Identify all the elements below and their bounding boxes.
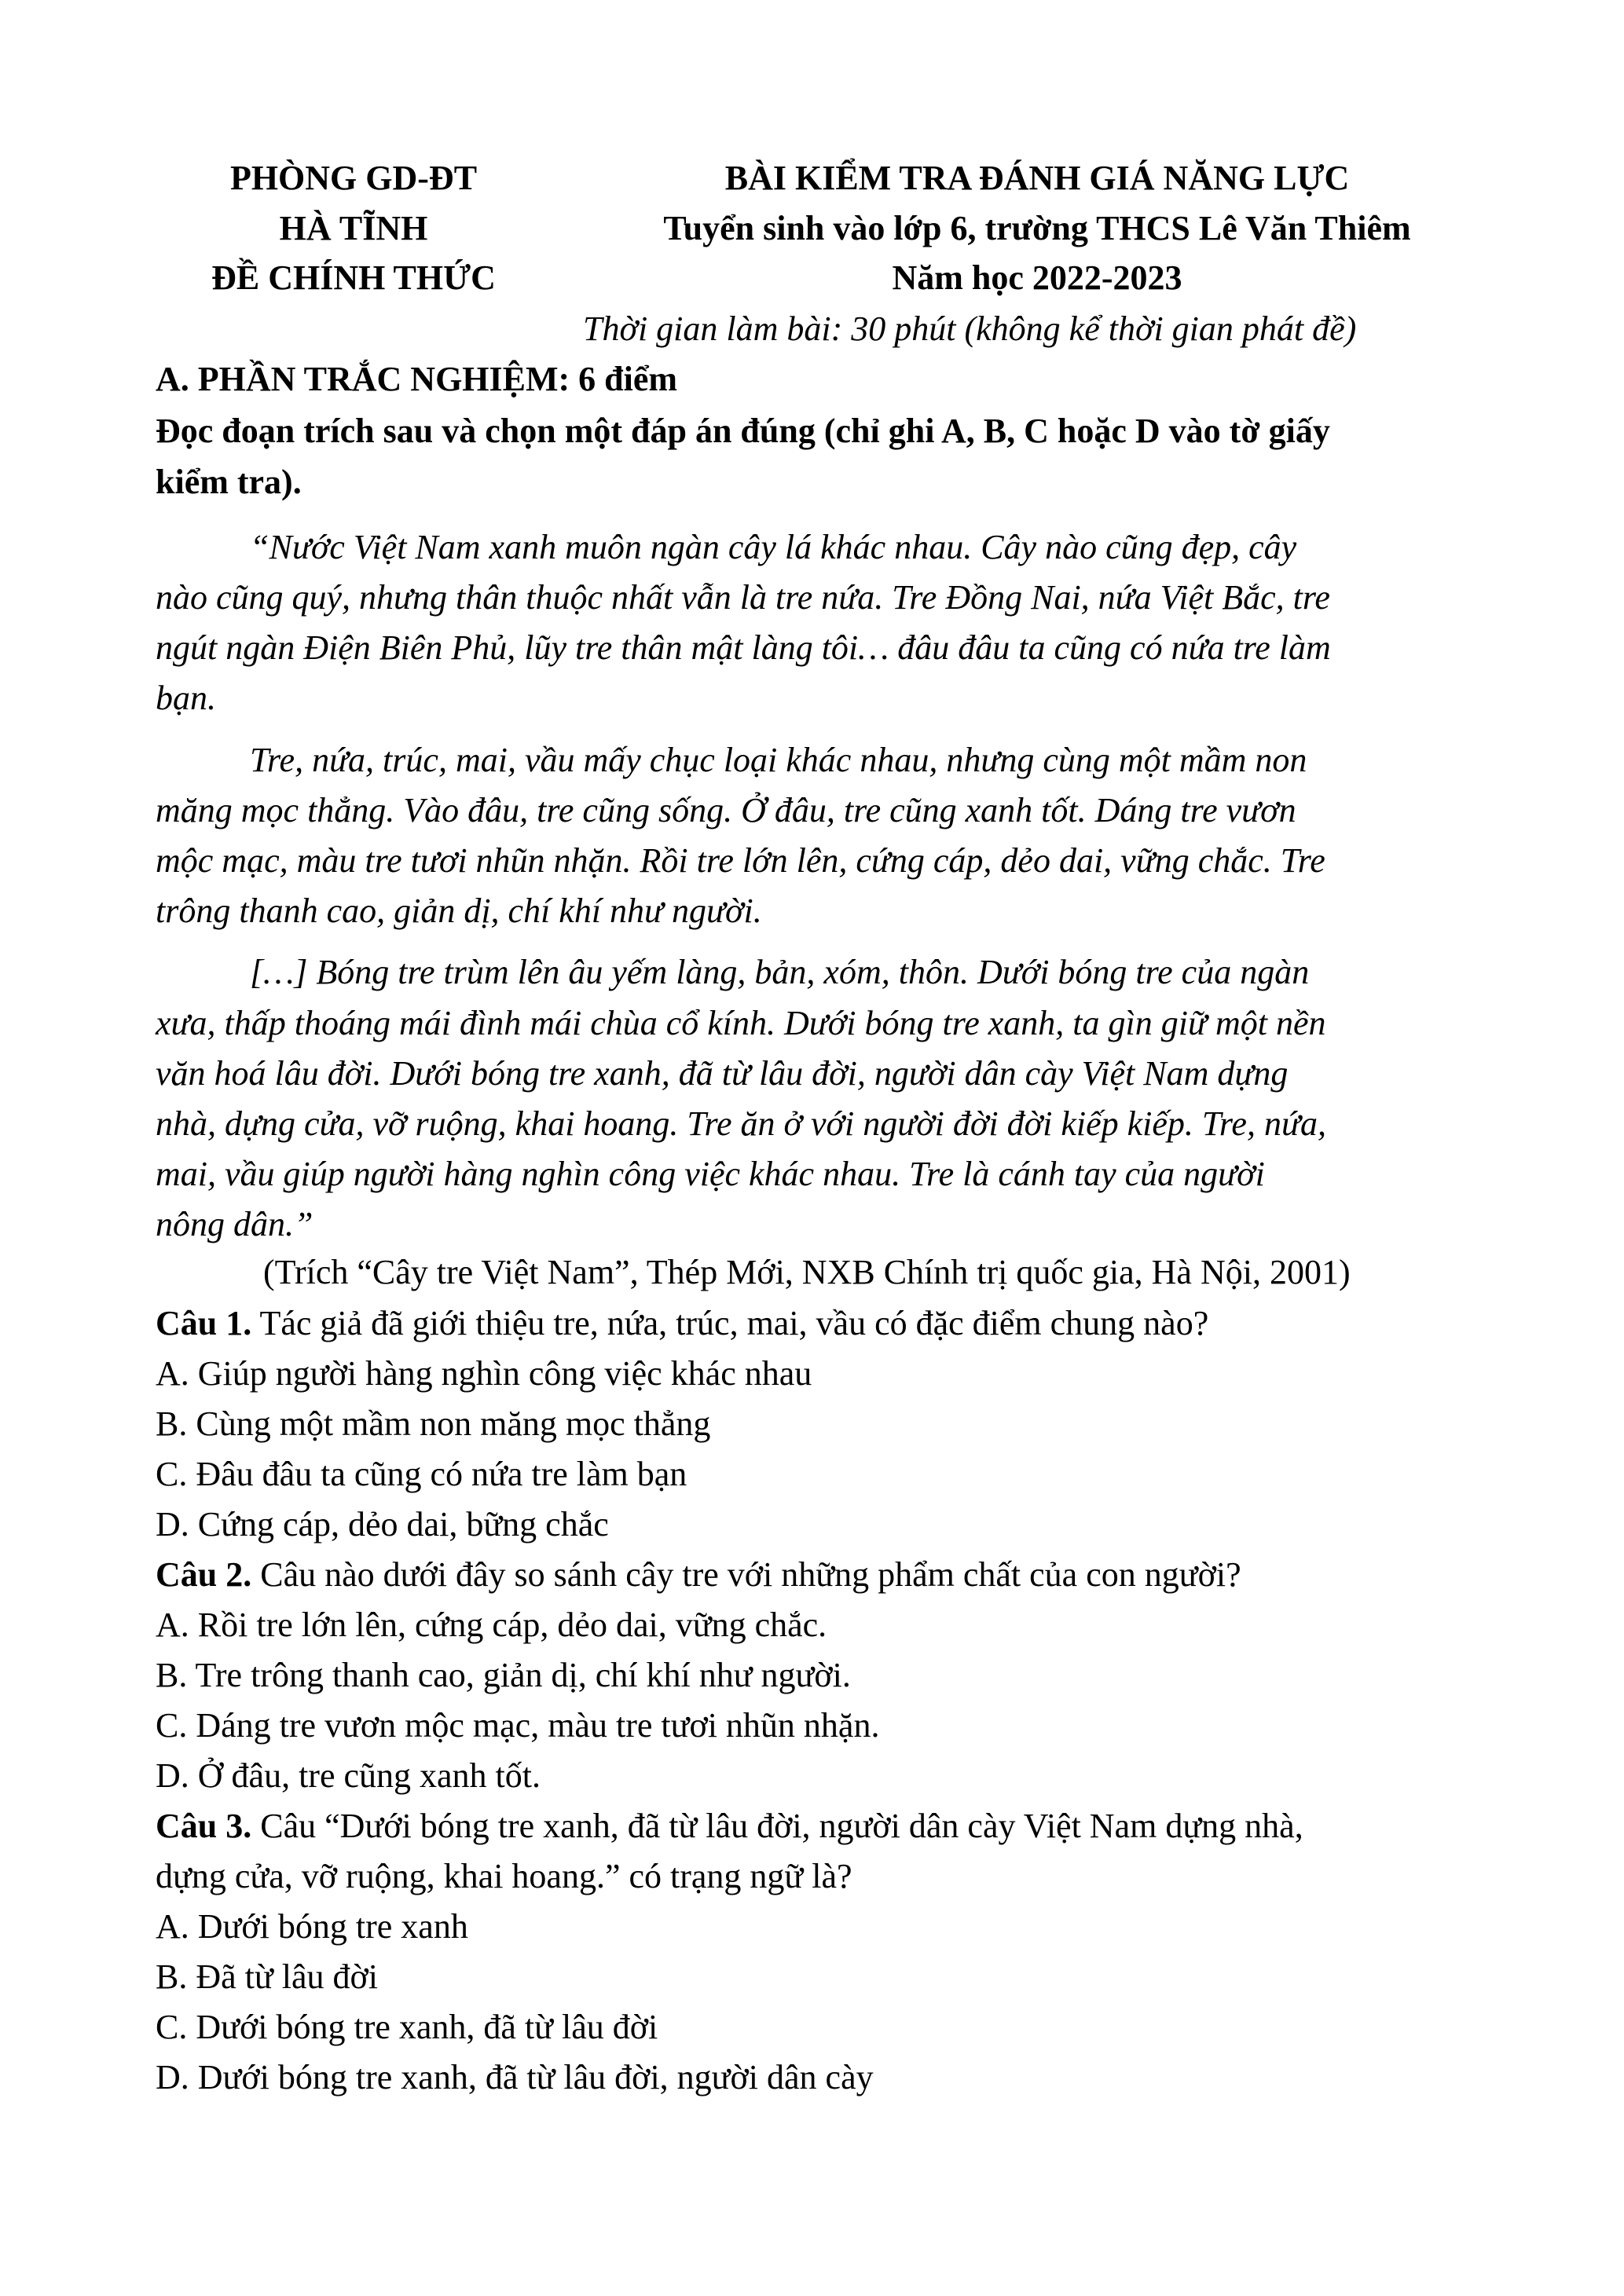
passage-line: bạn. — [156, 679, 216, 717]
answer-option-a: A. Dưới bóng tre xanh — [156, 1907, 468, 1946]
exam-subtitle: Tuyển sinh vào lớp 6, trường THCS Lê Văn Thiêm — [663, 209, 1411, 247]
passage-line: ngút ngàn Điện Biên Phủ, lũy tre thân mật làng tôi… đâu đâu ta cũng có nứa tre làm — [156, 628, 1331, 667]
answer-option-d: D. Cứng cáp, dẻo dai, bững chắc — [156, 1505, 609, 1543]
question-text: Câu nào dưới đây so sánh cây tre với những phẩm chất của con người? — [260, 1555, 1241, 1594]
answer-option-b: B. Cùng một mầm non măng mọc thẳng — [156, 1404, 711, 1443]
department-name: PHÒNG GD-ĐT — [229, 159, 478, 197]
passage-line: nào cũng quý, nhưng thân thuộc nhất vẫn là tre nứa. Tre Đồng Nai, nứa Việt Bắc, tre — [156, 578, 1330, 617]
passage-line: […] Bóng tre trùm lên âu yếm làng, bản, xóm, thôn. Dưới bóng tre của ngàn — [250, 953, 1310, 991]
question-text-continued: dựng cửa, vỡ ruộng, khai hoang.” có trạng ngữ là? — [156, 1857, 852, 1895]
answer-option-d: D. Dưới bóng tre xanh, đã từ lâu đời, người dân cày — [156, 2058, 874, 2096]
answer-option-a: A. Giúp người hàng nghìn công việc khác nhau — [156, 1354, 812, 1393]
answer-option-d: D. Ở đâu, tre cũng xanh tốt. — [156, 1756, 541, 1795]
passage-line: Tre, nứa, trúc, mai, vầu mấy chục loại khác nhau, nhưng cùng một mầm non — [250, 741, 1307, 779]
answer-option-b: B. Tre trông thanh cao, giản dị, chí khí như người. — [156, 1656, 851, 1694]
passage-line: mai, vầu giúp người hàng nghìn công việc khác nhau. Tre là cánh tay của người — [156, 1155, 1265, 1193]
time-note: Thời gian làm bài: 30 phút (không kể thời gian phát đề) — [583, 309, 1357, 348]
official-exam-label: ĐỀ CHÍNH THỨC — [211, 258, 496, 297]
answer-option-c: C. Dưới bóng tre xanh, đã từ lâu đời — [156, 2008, 658, 2046]
question-label: Câu 2. — [156, 1555, 252, 1594]
question-1 — [156, 1302, 1208, 1346]
passage-line: xưa, thấp thoáng mái đình mái chùa cổ kính. Dưới bóng tre xanh, ta gìn giữ một nền — [156, 1004, 1326, 1042]
question-text: Tác giả đã giới thiệu tre, nứa, trúc, mai, vầu có đặc điểm chung nào? — [259, 1304, 1209, 1342]
passage-line: măng mọc thẳng. Vào đâu, tre cũng sống. Ở đâu, tre cũng xanh tốt. Dáng tre vươn — [156, 791, 1296, 829]
question-text: Câu “Dưới bóng tre xanh, đã từ lâu đời, người dân cày Việt Nam dựng nhà, — [260, 1807, 1303, 1845]
answer-option-b: B. Đã từ lâu đời — [156, 1957, 378, 1996]
passage-line: trông thanh cao, giản dị, chí khí như người. — [156, 892, 762, 930]
section-a-instruction-line: Đọc đoạn trích sau và chọn một đáp án đúng (chỉ ghi A, B, C hoặc D vào tờ giấy — [156, 412, 1330, 450]
section-a-title: A. PHẦN TRẮC NGHIỆM: 6 điểm — [156, 360, 678, 398]
question-label: Câu 1. — [156, 1304, 252, 1342]
answer-option-a: A. Rồi tre lớn lên, cứng cáp, dẻo dai, vững chắc. — [156, 1606, 827, 1644]
exam-title: BÀI KIỂM TRA ĐÁNH GIÁ NĂNG LỰC — [724, 159, 1350, 197]
passage-line: nhà, dựng cửa, vỡ ruộng, khai hoang. Tre ăn ở với người đời đời kiếp kiếp. Tre, nứa, — [156, 1104, 1326, 1143]
question-2 — [156, 1553, 1241, 1597]
question-3 — [156, 1804, 1303, 1848]
school-year: Năm học 2022-2023 — [892, 258, 1182, 297]
passage-line: nông dân.” — [156, 1205, 313, 1243]
passage-line: “Nước Việt Nam xanh muôn ngàn cây lá khác nhau. Cây nào cũng đẹp, cây — [250, 528, 1297, 566]
question-label: Câu 3. — [156, 1807, 252, 1845]
section-a-instruction-line: kiểm tra). — [156, 463, 302, 501]
passage-line: văn hoá lâu đời. Dưới bóng tre xanh, đã từ lâu đời, người dân cày Việt Nam dựng — [156, 1054, 1289, 1093]
passage-source: (Trích “Cây tre Việt Nam”, Thép Mới, NXB Chính trị quốc gia, Hà Nội, 2001) — [263, 1253, 1351, 1291]
answer-option-c: C. Đâu đâu ta cũng có nứa tre làm bạn — [156, 1455, 687, 1493]
passage-line: mộc mạc, màu tre tươi nhũn nhặn. Rồi tre lớn lên, cứng cáp, dẻo dai, vững chắc. Tre — [156, 841, 1325, 880]
answer-option-c: C. Dáng tre vươn mộc mạc, màu tre tươi nhũn nhặn. — [156, 1706, 880, 1745]
province-name: HÀ TĨNH — [279, 209, 428, 247]
